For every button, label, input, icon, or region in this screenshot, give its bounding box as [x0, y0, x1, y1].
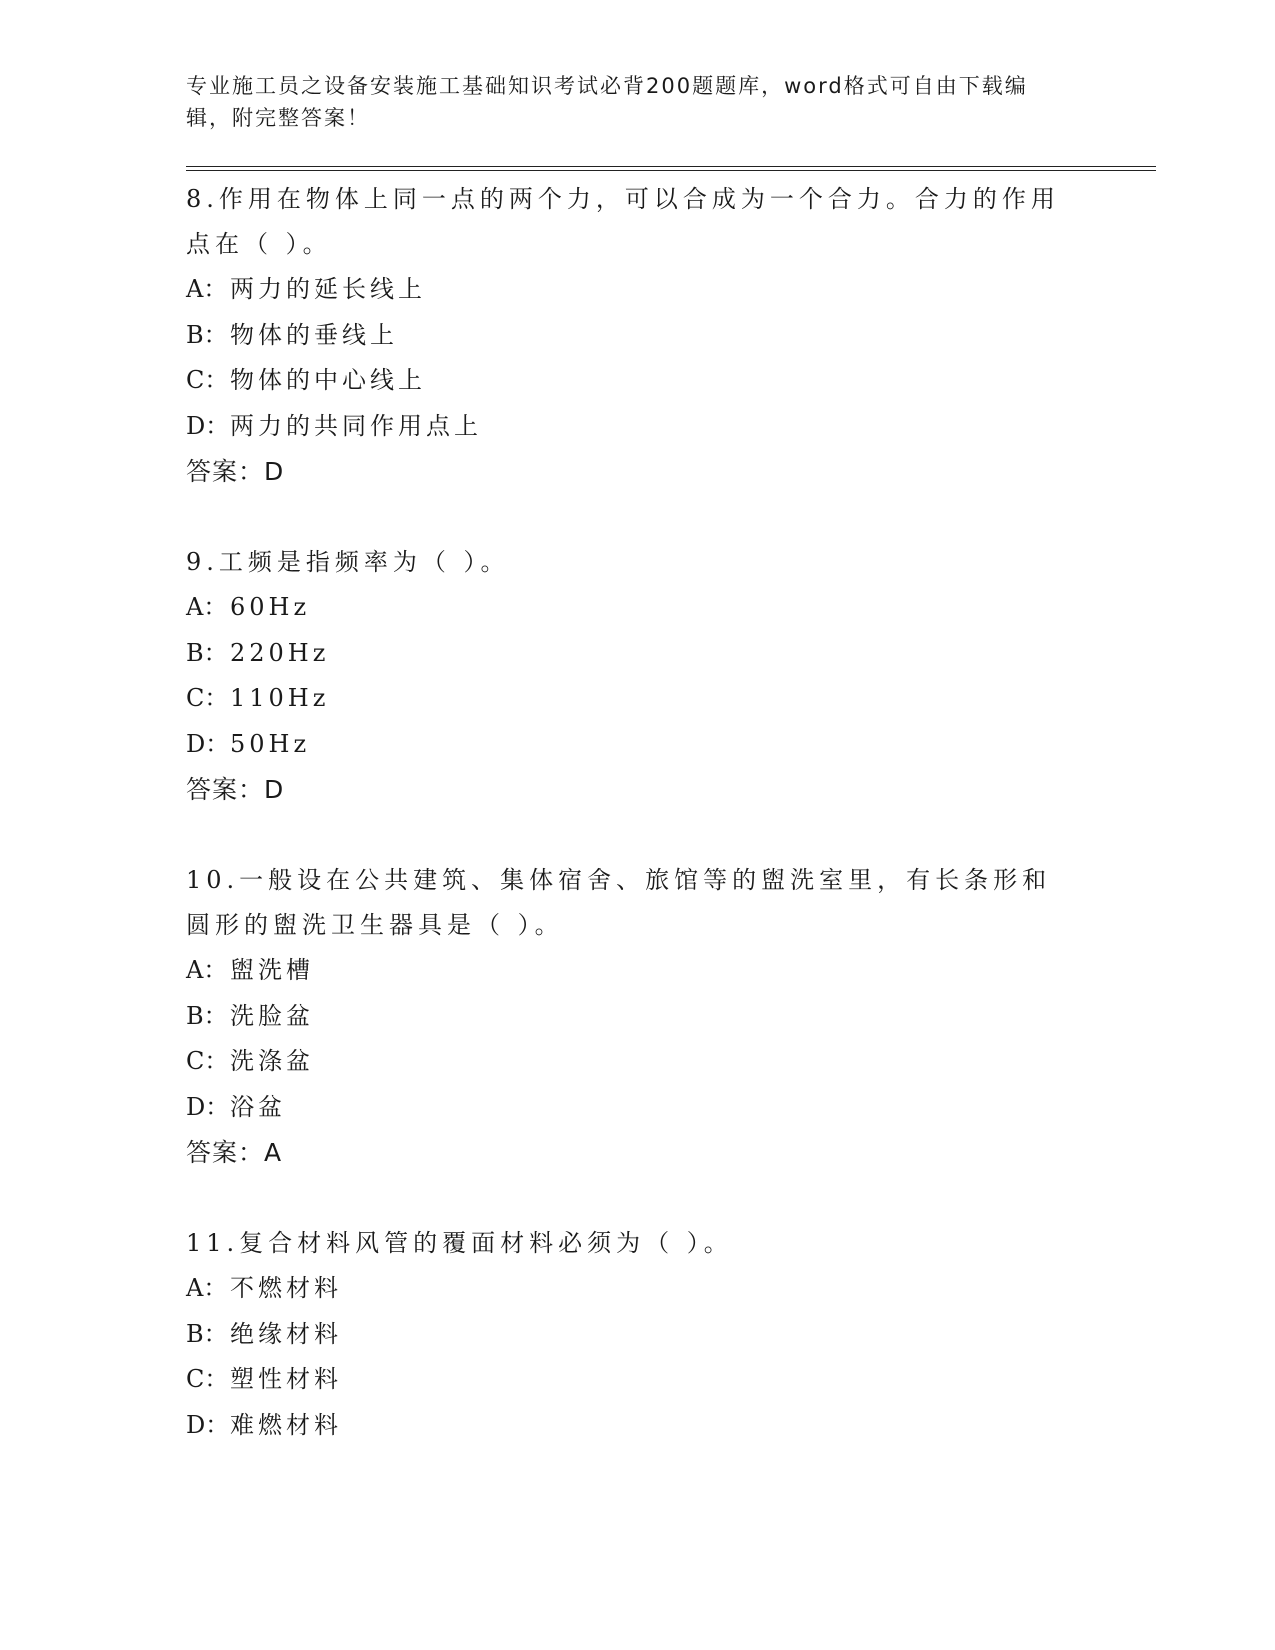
option-c: [186, 358, 1146, 404]
option-text: 绝缘材料: [230, 1319, 342, 1348]
spacer: [186, 1175, 1146, 1221]
option-text: 220Hz: [230, 638, 330, 667]
option-text: 两力的延长线上: [230, 275, 426, 303]
option-a: [186, 585, 1146, 631]
option-d: [186, 1403, 1146, 1449]
option-b: [186, 1312, 1146, 1358]
option-text: 不燃材料: [230, 1274, 342, 1302]
option-letter: B：: [186, 1001, 228, 1030]
option-letter: D：: [186, 1092, 230, 1121]
option-text: 物体的垂线上: [230, 320, 398, 349]
option-d: [186, 722, 1146, 768]
option-letter: C：: [186, 1365, 229, 1393]
option-a: [186, 267, 1146, 313]
option-a: [186, 1266, 1146, 1312]
option-letter: D：: [186, 1410, 230, 1439]
option-text: 盥洗槽: [230, 956, 314, 984]
option-c: [186, 676, 1146, 722]
option-text: 两力的共同作用点上: [230, 411, 482, 440]
option-b: [186, 313, 1146, 359]
option-c: [186, 1039, 1146, 1085]
option-d: [186, 404, 1146, 450]
question-9: [186, 540, 1146, 812]
question-10: [186, 858, 1146, 1175]
option-text: 洗涤盆: [230, 1047, 314, 1075]
option-letter: D：: [186, 729, 230, 758]
answer-line: 答案：D: [186, 457, 285, 486]
option-text: 洗脸盆: [230, 1001, 314, 1030]
option-letter: A：: [186, 1274, 228, 1302]
option-text: 60Hz: [230, 593, 311, 621]
option-letter: B：: [186, 1319, 228, 1348]
answer-line: 答案：D: [186, 775, 285, 804]
option-text: 物体的中心线上: [230, 366, 426, 394]
answer-line: 答案：A: [186, 1138, 283, 1167]
option-letter: C：: [186, 1047, 229, 1075]
option-text: 浴盆: [230, 1092, 286, 1121]
option-letter: A：: [186, 593, 228, 621]
question-text: 11.复合材料风管的覆面材料必须为（ ）。: [186, 1229, 733, 1257]
option-text: 110Hz: [230, 684, 330, 712]
option-c: [186, 1357, 1146, 1403]
option-letter: A：: [186, 275, 228, 303]
question-text: 8.作用在物体上同一点的两个力，可以合成为一个合力。合力的作用点在（ ）。: [186, 185, 1060, 258]
question-text: 9.工频是指频率为（ ）。: [186, 548, 510, 576]
option-letter: B：: [186, 320, 228, 349]
question-text: 10.一般设在公共建筑、集体宿舍、旅馆等的盥洗室里，有长条形和圆形的盥洗卫生器具是（ ）。: [186, 866, 1052, 939]
option-b: [186, 994, 1146, 1040]
option-letter: B：: [186, 638, 228, 667]
option-b: [186, 631, 1146, 677]
option-d: [186, 1085, 1146, 1131]
option-letter: C：: [186, 366, 229, 394]
option-text: 50Hz: [230, 729, 311, 758]
document-page: [186, 70, 1146, 1448]
option-letter: D：: [186, 411, 230, 440]
option-text: 难燃材料: [230, 1410, 342, 1439]
option-text: 塑性材料: [230, 1365, 342, 1393]
question-8: [186, 177, 1146, 494]
header-double-rule: [186, 166, 1156, 171]
option-letter: C：: [186, 684, 229, 712]
spacer: [186, 494, 1146, 540]
document-header-title: 专业施工员之设备安装施工基础知识考试必背200题题库，word格式可自由下载编辑，附完整答案！: [186, 74, 1028, 130]
option-letter: A：: [186, 956, 228, 984]
spacer: [186, 812, 1146, 858]
question-11: [186, 1221, 1146, 1448]
option-a: [186, 948, 1146, 994]
